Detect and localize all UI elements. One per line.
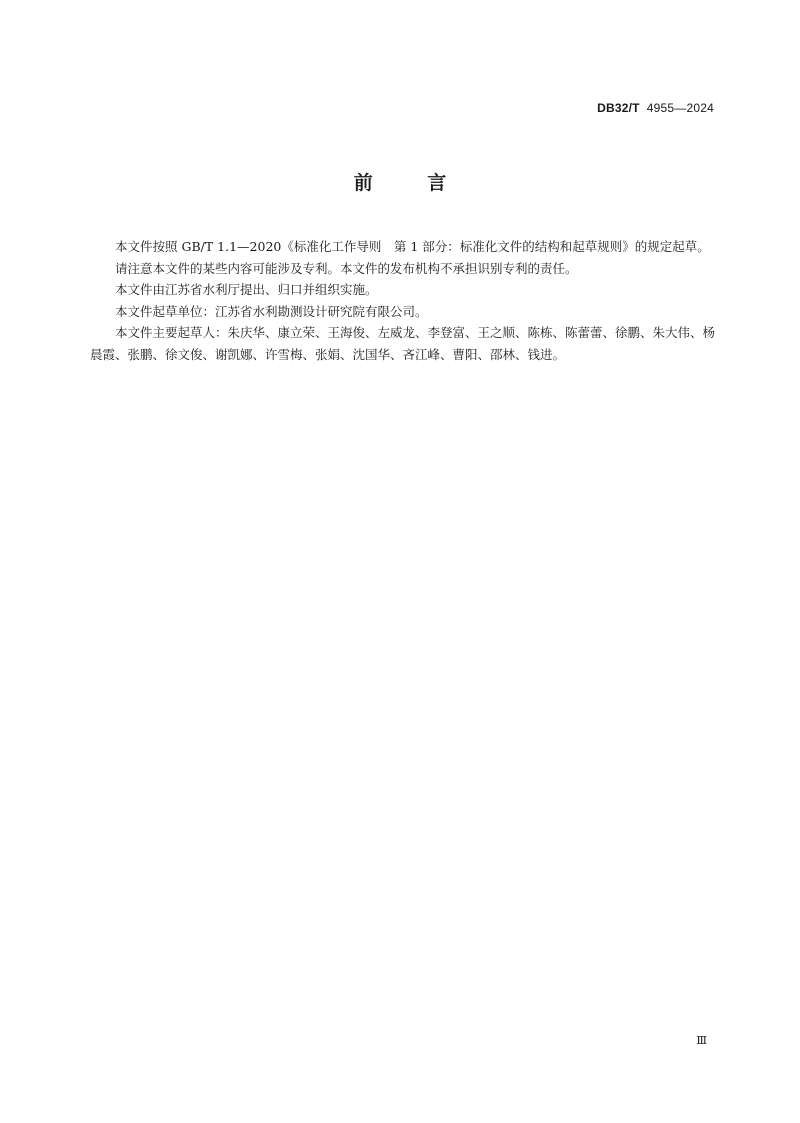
paragraph-drafters: 本文件主要起草人：朱庆华、康立荣、王海俊、左威龙、李登富、王之顺、陈栋、陈蕾蕾、徐鹏、朱大伟、杨晨霞、张鹏、徐文俊、谢凯娜、许雪梅、张娟、沈国华、吝江峰、曹阳、邵林、钱进。 — [90, 325, 716, 362]
page-title: 前 言 — [353, 172, 471, 194]
document-code-prefix: DB32/T — [597, 101, 640, 115]
document-code — [597, 101, 714, 115]
page-number: Ⅲ — [696, 1034, 707, 1047]
paragraph-drafting-rules: 本文件按照 GB/T 1.1—2020《标准化工作导则 第 1 部分：标准化文件的结构和起草规则》的规定起草。 — [115, 239, 710, 254]
foreword-body — [90, 236, 715, 365]
document-code-number: 4955—2024 — [646, 101, 714, 115]
paragraph-drafting-unit: 本文件起草单位：江苏省水利勘测设计研究院有限公司。 — [115, 303, 428, 319]
paragraph-proposer: 本文件由江苏省水利厅提出、归口并组织实施。 — [115, 282, 378, 297]
paragraph-patent-notice: 请注意本文件的某些内容可能涉及专利。本文件的发布机构不承担识别专利的责任。 — [115, 260, 578, 276]
